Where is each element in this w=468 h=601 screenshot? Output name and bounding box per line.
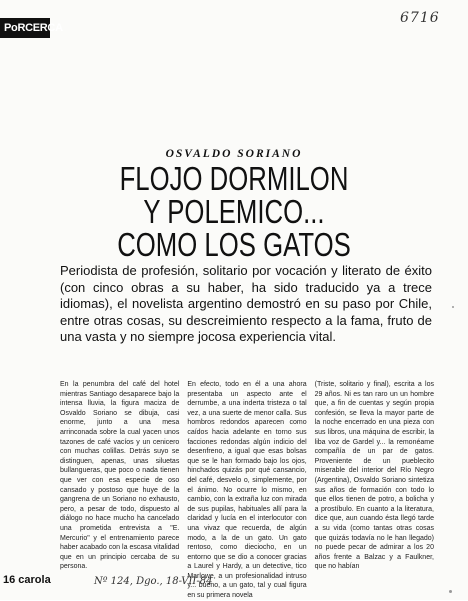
- title-line-1: FLOJO DORMILON: [119, 160, 349, 197]
- body-column-2: [187, 380, 307, 600]
- article-title: [51, 162, 416, 261]
- body-column-3: [315, 380, 434, 572]
- scan-speck: [449, 590, 452, 593]
- section-tab: PoRCERCA: [0, 18, 50, 38]
- scan-speck: [452, 306, 454, 308]
- page-folio: 16 carola: [3, 574, 51, 586]
- body-column-1: [60, 380, 179, 572]
- body-text: En la penumbra del café del hotel mientras Santiago desaparece bajo la intensa lluvia, la figura maciza de Osvaldo Soriano se dibuja, casi enorme, junto a una mesa arrinconada sobre la cual yacen unos tazones de café vacíos y un cenicero con muchas colillas. Detrás suyo se distinguen, apenas, unas siluetas bullangueras, que poco o nada tienen que ver con esa especie de oso cansado y postoso que huye de la gangrena de un Soriano no exhausto, pero, a pesar de todo, dispuesto al diálogo no hace mucho ha cancelado una prometida entrevista a "E. Mercurio" y el entrenamiento parece haber acabado con la escasa vitalidad que en un principio cercaba de su persona.: [60, 381, 180, 571]
- body-text: En efecto, todo en él a una ahora presentaba un aspecto ante el derrumbe, a una inderta tristeza o tal vez, a una suerte de menor calla. Sus hombros redondos aparecen como caídos hacia adelante en torno sus facciones redondas algún indicio del desenfreno, a igual que esas bolsas que se le han formado bajo los ojos, hinchados quizás por qué cansancio, del café, desvelo o, simplemente, por el ánimo. No ocurre lo mismo, en cambio, con la extraña luz con mirada de sus pupilas, habituales allí para la claridad y lucía en el interlocutor con una vivaz que recuerda, de algún modo, a la de un gato. Un gato rentoso, como dieciocho, en un entorno que se dio a conocer gracias a Laurel y Hardy, a un detective, tico Marlowe, a un profesionalidad intruso y... bueno, a un gato, tal y cual figura en su primera novela: [187, 381, 307, 600]
- handwritten-archive-number: 6716: [400, 10, 440, 26]
- body-text: (Triste, solitario y final), escrita a los 29 años. Ni es tan raro un un hombre que, a fin de cuentas y según propia confesión, se lleva la mayor parte de la noche encerrado en una pieza con sus libros, una máquina de escribir, la liba voz de Gardel y... la remonéame compañía de un par de gatos. Proveniente de un pueblecito miserable del interior del Río Negro (Argentina), Osvaldo Soriano sintetiza sus años de formación con todo lo que ellos tienen de potro, a bolicha y a prostíbulo. En cuanto a la literatura, dice que, aun cuando ésta llegó tarde a su vida (como tantas otras cosas que quizás todavía no le han llegado) no puede pecar de admirar a los 20 años frente a Balzac y a Faulkner, que no habían: [314, 381, 434, 571]
- article-lead: Periodista de profesión, solitario por vocación y literato de éxito (con cinco obras a su haber, ha sido traducido ya a trece idiomas), el novelista argentino demostró en su paso por Chile, entre otras cosas, su descreimiento respecto a la fama, fruto de una vasta y no siempre jocosa experiencia vital.: [60, 263, 432, 344]
- handwritten-issue-note: Nº 124, Dgo., 18-VII-84: [94, 576, 213, 587]
- title-line-3: COMO LOS GATOS: [117, 226, 351, 263]
- article-author: OSVALDO SORIANO: [165, 148, 303, 160]
- title-line-2: Y POLEMICO...: [143, 193, 325, 230]
